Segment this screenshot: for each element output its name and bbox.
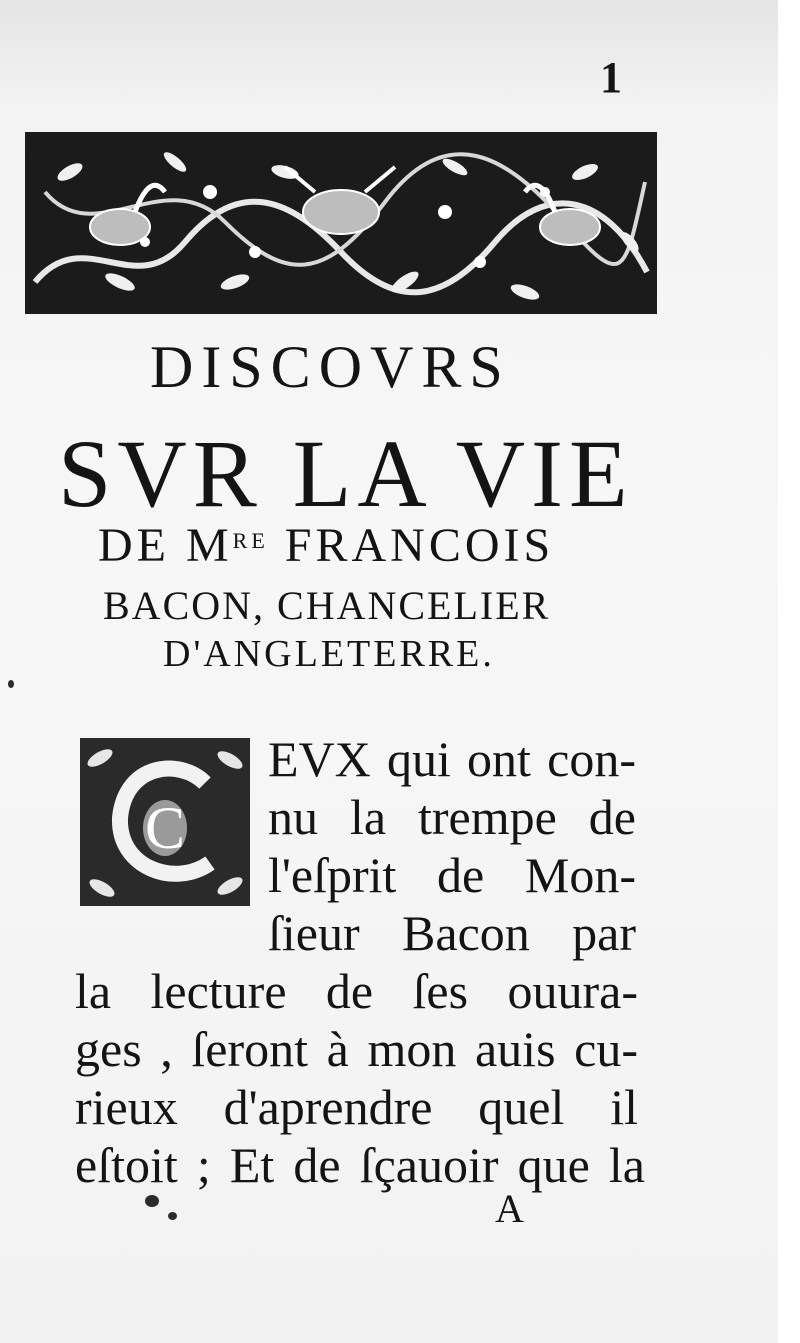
title-line-dangleterre: D'ANGLETERRE. bbox=[163, 633, 495, 675]
body-line-4: ſieur Bacon par bbox=[268, 905, 636, 961]
title-superscript-re: RE bbox=[232, 528, 269, 553]
body-line-6: ges , ſeront à mon auis cu- bbox=[75, 1021, 638, 1077]
body-line-2: nu la trempe de bbox=[268, 789, 636, 845]
title-line-discours: DISCOVRS bbox=[150, 334, 511, 400]
decorated-initial-c-icon bbox=[80, 738, 250, 906]
title-line-sur-la-vie: SVR LA VIE bbox=[58, 420, 634, 527]
title-line-de-mre-francois bbox=[98, 518, 800, 573]
ink-spot bbox=[168, 1212, 177, 1220]
body-line-8: eſtoit ; Et de ſçauoir que la bbox=[75, 1137, 645, 1193]
page-number: 1 bbox=[600, 53, 622, 102]
signature-mark: A bbox=[495, 1186, 524, 1231]
floral-headpiece-with-birds-icon bbox=[25, 132, 657, 314]
body-line-5: la lecture de ſes ouura- bbox=[75, 963, 638, 1019]
ink-spot bbox=[145, 1195, 159, 1207]
body-line-1: EVX qui ont con- bbox=[268, 731, 636, 787]
body-line-3: l'eſprit de Mon- bbox=[268, 847, 636, 903]
title-de-m: DE M bbox=[98, 519, 233, 572]
ink-spot bbox=[8, 680, 14, 688]
title-francois: FRANCOIS bbox=[268, 519, 555, 572]
initial-letter: C bbox=[144, 795, 186, 861]
title-line-bacon-chancelier: BACON, CHANCELIER bbox=[103, 583, 551, 628]
body-line-7: rieux d'aprendre quel il bbox=[75, 1079, 638, 1135]
